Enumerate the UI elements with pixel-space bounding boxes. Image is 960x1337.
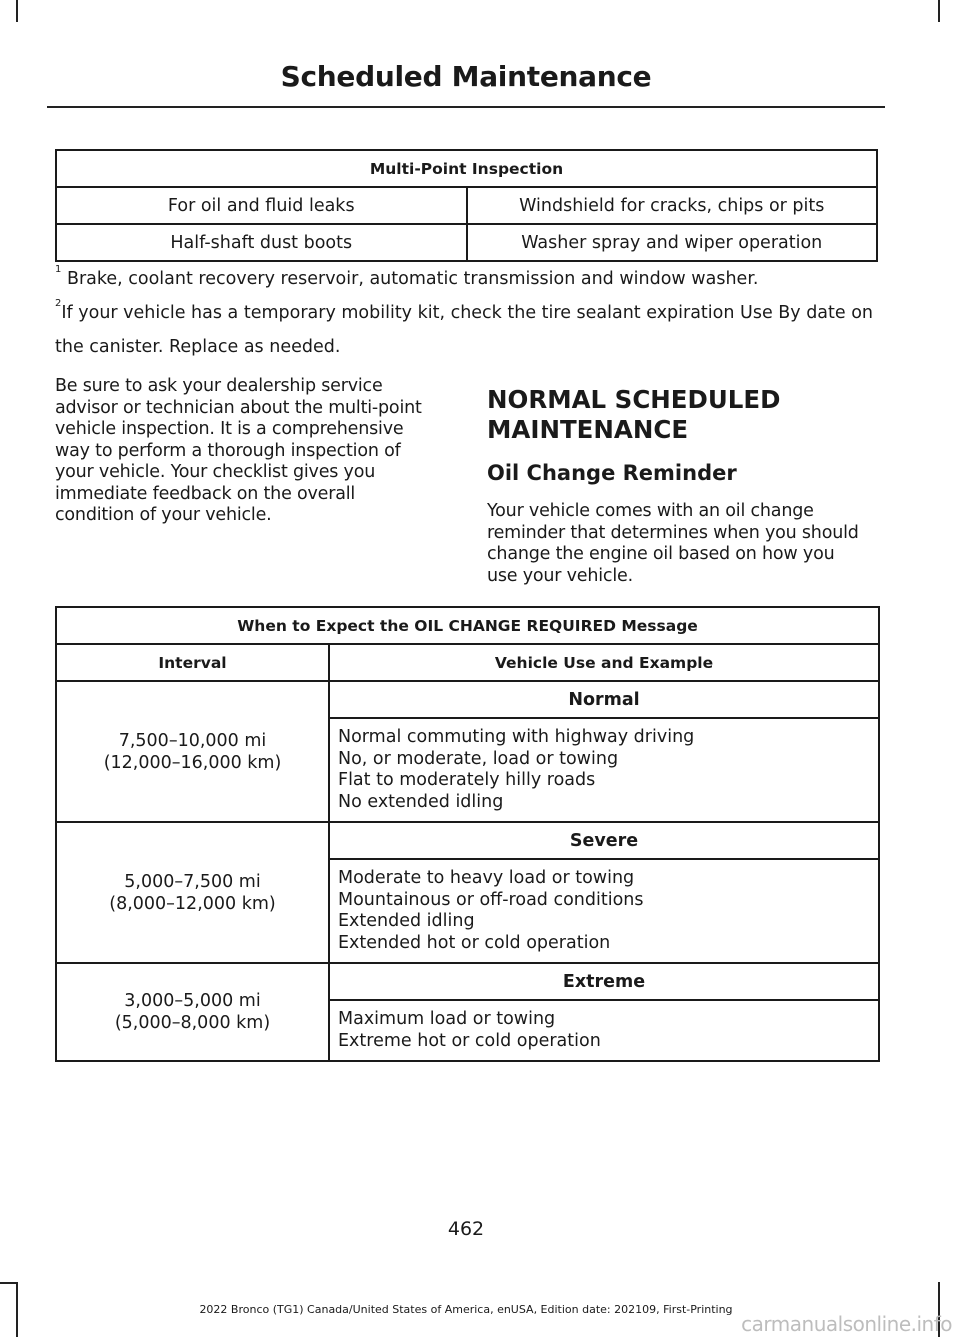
interval-cell xyxy=(56,963,329,1061)
condition-item: No, or moderate, load or towing xyxy=(338,748,619,769)
conditions-cell xyxy=(329,1000,879,1061)
paragraph-line: way to perform a thorough inspection of xyxy=(55,440,401,461)
footnote-mark: 2 xyxy=(55,298,62,309)
interval-miles: 7,500–10,000 mi xyxy=(118,730,267,751)
table-cell: Washer spray and wiper operation xyxy=(467,224,878,261)
condition-item: Flat to moderately hilly roads xyxy=(338,770,596,790)
table-row xyxy=(56,963,879,1000)
interval-miles: 3,000–5,000 mi xyxy=(124,991,261,1011)
condition-item: Extended idling xyxy=(338,911,475,931)
severity-label: Extreme xyxy=(329,963,879,1000)
table-row xyxy=(56,224,877,261)
condition-item: Mountainous or off-road conditions xyxy=(338,889,644,910)
conditions-cell xyxy=(329,859,879,963)
oil-table-title: When to Expect the OIL CHANGE REQUIRED Message xyxy=(56,607,879,644)
oil-change-table xyxy=(55,606,880,1062)
subsection-heading: Oil Change Reminder xyxy=(487,461,737,485)
footnote-text: Brake, coolant recovery reservoir, automatic transmission and window washer. xyxy=(61,269,759,289)
footnote-1 xyxy=(55,262,885,296)
paragraph-line: Be sure to ask your dealership service xyxy=(55,376,383,396)
interval-kilometers: (8,000–12,000 km) xyxy=(109,893,276,914)
paragraph-line: reminder that determines when you should xyxy=(487,522,859,543)
column-header-interval: Interval xyxy=(56,644,329,681)
table-cell: For oil and fluid leaks xyxy=(56,187,467,224)
section-heading-line: MAINTENANCE xyxy=(487,415,689,444)
condition-item: Maximum load or towing xyxy=(338,1009,556,1029)
interval-kilometers: (12,000–16,000 km) xyxy=(103,752,282,773)
severity-label: Severe xyxy=(329,822,879,859)
table-row xyxy=(56,822,879,859)
footnote-2 xyxy=(55,296,885,364)
condition-item: Moderate to heavy load or towing xyxy=(338,868,635,888)
header-divider xyxy=(47,106,885,108)
table-row xyxy=(56,681,879,718)
column-header-vehicle-use: Vehicle Use and Example xyxy=(329,644,879,681)
paragraph-line: change the engine oil based on how you xyxy=(487,544,835,564)
interval-miles: 5,000–7,500 mi xyxy=(124,871,261,892)
inspection-table-title: Multi-Point Inspection xyxy=(56,150,877,187)
multi-point-paragraph xyxy=(55,376,455,527)
paragraph-line: your vehicle. Your checklist gives you xyxy=(55,462,376,482)
paragraph-line: advisor or technician about the multi-point xyxy=(55,397,422,418)
page-number: 462 xyxy=(447,1218,485,1240)
paragraph-line: use your vehicle. xyxy=(487,565,633,586)
table-row xyxy=(56,187,877,224)
section-heading-line: NORMAL SCHEDULED xyxy=(487,385,781,414)
condition-item: Normal commuting with highway driving xyxy=(338,727,695,747)
table-cell: Half-shaft dust boots xyxy=(56,224,467,261)
interval-cell xyxy=(56,822,329,963)
interval-kilometers: (5,000–8,000 km) xyxy=(114,1013,271,1033)
crop-mark-bottom-left-h xyxy=(0,1282,16,1284)
condition-item: Extreme hot or cold operation xyxy=(338,1030,601,1051)
section-heading xyxy=(487,385,887,445)
multi-point-inspection-table xyxy=(55,149,878,262)
footnote-text: If your vehicle has a temporary mobility kit, check the tire sealant expiration Use By date on the canister. Replace as needed. xyxy=(55,303,874,357)
paragraph-line: Your vehicle comes with an oil change xyxy=(487,501,814,521)
footnote-mark: 1 xyxy=(55,264,62,275)
edition-footer: 2022 Bronco (TG1) Canada/United States of America, enUSA, Edition date: 202109, First-Printing xyxy=(199,1303,733,1316)
interval-cell xyxy=(56,681,329,822)
condition-item: No extended idling xyxy=(338,791,504,812)
crop-mark-top-right xyxy=(938,0,940,22)
watermark: carmanualsonline.info xyxy=(741,1312,952,1336)
crop-mark-top-left xyxy=(16,0,18,22)
paragraph-line: condition of your vehicle. xyxy=(55,505,272,525)
table-cell: Windshield for cracks, chips or pits xyxy=(467,187,878,224)
severity-label: Normal xyxy=(329,681,879,718)
condition-item: Extended hot or cold operation xyxy=(338,932,611,953)
oil-change-paragraph xyxy=(487,501,887,587)
page-title: Scheduled Maintenance xyxy=(280,60,652,93)
conditions-cell xyxy=(329,718,879,822)
paragraph-line: vehicle inspection. It is a comprehensive xyxy=(55,419,404,439)
paragraph-line: immediate feedback on the overall xyxy=(55,483,356,504)
